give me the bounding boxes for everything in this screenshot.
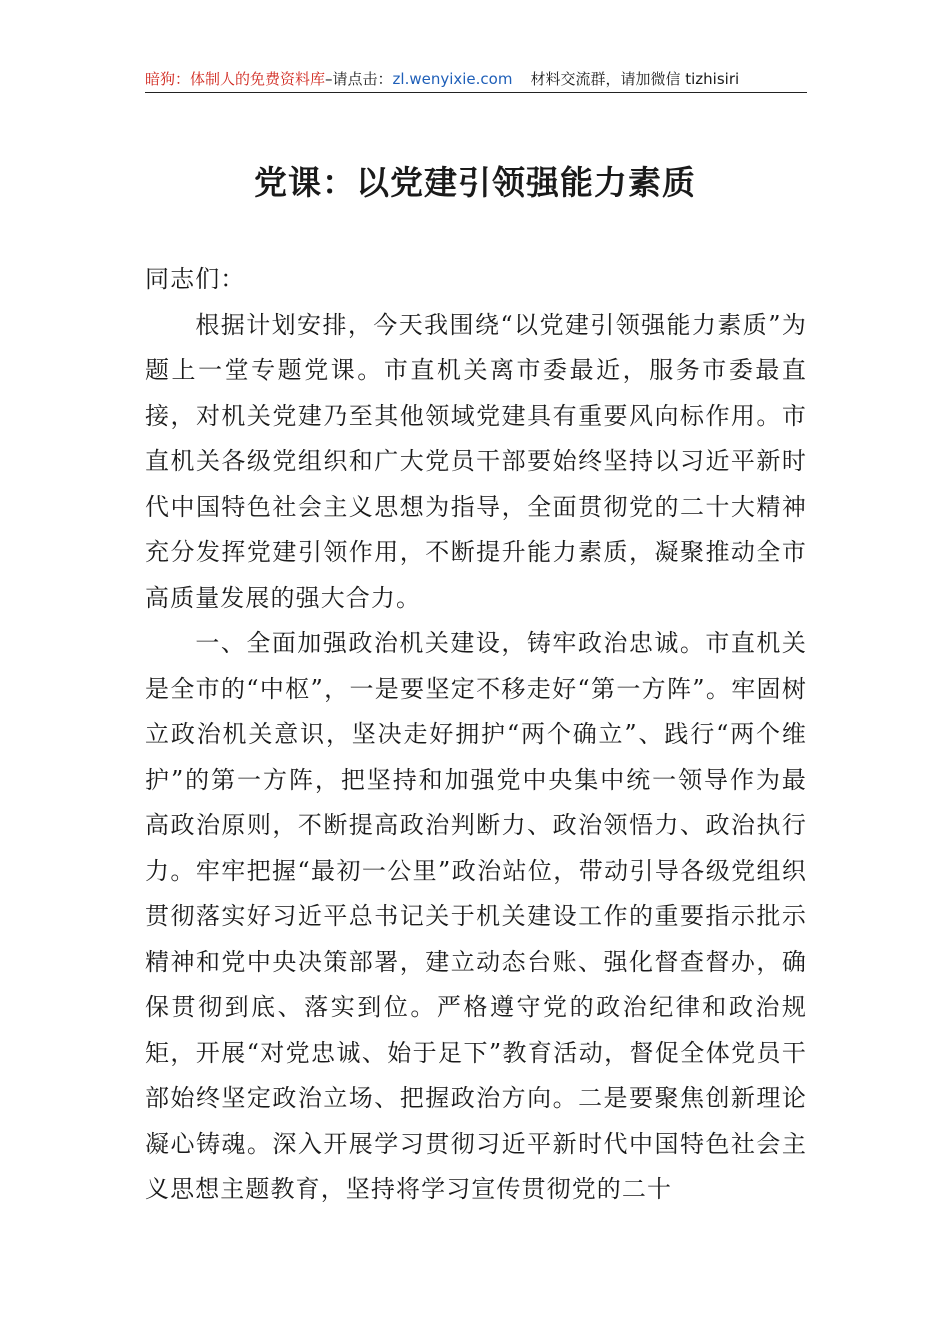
paragraph-section-one: 一、全面加强政治机关建设，铸牢政治忠诚。市直机关是全市的“中枢”，一是要坚定不移走好“第一方阵”。牢固树立政治机关意识，坚决走好拥护“两个确立”、践行“两个维护”的第一方阵，把坚持和加强党中央集中统一领导作为最高政治原则，不断提高政治判断力、政治领悟力、政治执行力。牢牢把握“最初一公里”政治站位，带动引导各级党组织贯彻落实好习近平总书记关于机关建设工作的重要指示批示精神和党中央决策部署，建立动态台账、强化督查督办，确保贯彻到底、落实到位。严格遵守党的政治纪律和政治规矩，开展“对党忠诚、始于足下”教育活动，督促全体党员干部始终坚定政治立场、把握政治方向。二是要聚焦创新理论凝心铸魂。深入开展学习贯彻习近平新时代中国特色社会主义思想主题教育，坚持将学习宣传贯彻党的二十	[145, 629, 807, 1203]
salutation: 同志们：	[145, 265, 246, 293]
header-brand: 暗狗：体制人的免费资料库	[145, 70, 326, 88]
document-body	[145, 257, 807, 1213]
document-header	[145, 66, 807, 93]
header-contact: 材料交流群，请加微信 tizhisiri	[530, 70, 740, 88]
header-separator: –请点击：	[325, 70, 393, 88]
header-link[interactable]: zl.wenyixie.com	[392, 70, 513, 88]
paragraph-intro: 根据计划安排，今天我围绕“以党建引领强能力素质”为题上一堂专题党课。市直机关离市委最近，服务市委最直接，对机关党建乃至其他领域党建具有重要风向标作用。市直机关各级党组织和广大党员干部要始终坚持以习近平新时代中国特色社会主义思想为指导，全面贯彻党的二十大精神充分发挥党建引领作用，不断提升能力素质，凝聚推动全市高质量发展的强大合力。	[145, 310, 807, 612]
document-title: 党课：以党建引领强能力素质	[254, 163, 696, 202]
